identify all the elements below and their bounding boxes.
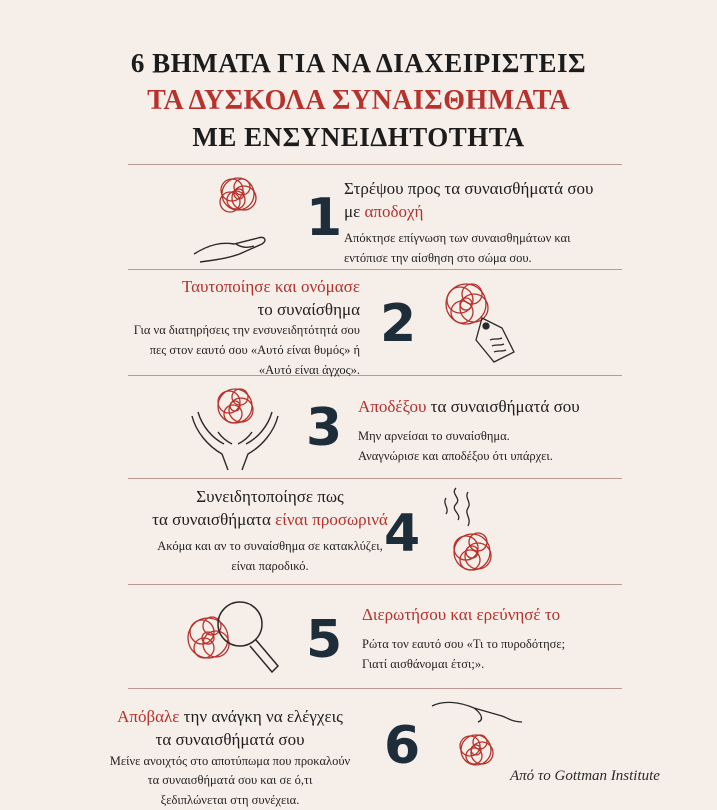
divider [128,688,622,689]
hand-releasing-tangle-icon [430,696,526,768]
divider [128,164,622,165]
step-heading: Συνειδητοποίησε πως τα συναισθήματα είναι προσωρινά [152,487,388,529]
tangle-dissolving-icon [436,484,506,578]
tangle-over-hand-icon [192,172,278,264]
step-heading: Στρέψου προς τα συναισθήματά σου με αποδοχή [344,179,594,221]
step-number: 3 [306,398,343,458]
title-line-2: ΤΑ ΔΥΣΚΟΛΑ ΣΥΝΑΙΣΘΗΜΑΤΑ [147,85,570,116]
divider [128,584,622,585]
step-number: 6 [384,716,421,776]
tangle-with-tag-icon [432,278,524,368]
divider [128,478,622,479]
step-description: Για να διατηρήσεις την ενσυνειδητότητά σου πες στον εαυτό σου «Αυτό είναι θυμός» ή «Αυτό είναι άγχος». [133,323,360,377]
source-credit: Από το Gottman Institute [510,768,660,784]
step-description: Μείνε ανοιχτός στο αποτύπωμα που προκαλούν τα συναισθήματά σου και σε ό,τι ξεδιπλώνεται στη συνέχεια. [109,754,351,807]
title-line-3: ΜΕ ΕΝΣΥΝΕΙΔΗΤΟΤΗΤΑ [192,122,525,152]
step-heading: Ταυτοποίησε και ονόμασε το συναίσθημα [181,277,360,319]
magnifier-over-tangle-icon [182,592,286,678]
step-description: Ρώτα τον εαυτό σου «Τι το πυροδότησε; Γιατί αισθάνομαι έτσι;». [362,637,566,671]
step-number: 1 [306,188,343,248]
tangle-between-hands-icon [188,382,282,472]
step-description: Ακόμα και αν το συναίσθημα σε κατακλύζει, είναι παροδικό. [157,539,383,573]
step-number: 5 [306,610,343,670]
step-heading: Αποδέξου τα συναισθήματά σου [358,397,580,416]
step-number: 2 [380,294,417,354]
title-line-1: 6 ΒΗΜΑΤΑ ΓΙΑ ΝΑ ΔΙΑΧΕΙΡΙΣΤΕΙΣ [130,48,587,78]
step-heading: Διερωτήσου και ερεύνησέ το [362,605,561,624]
step-description: Απόκτησε επίγνωση των συναισθημάτων και εντόπισε την αίσθηση στο σώμα σου. [344,231,571,265]
divider [128,269,622,270]
step-number: 4 [384,504,421,564]
step-heading: Απόβαλε την ανάγκη να ελέγχεις τα συναισθήματά σου [117,707,343,749]
step-description: Μην αρνείσαι το συναίσθημα. Αναγνώρισε και αποδέξου ότι υπάρχει. [358,429,553,463]
